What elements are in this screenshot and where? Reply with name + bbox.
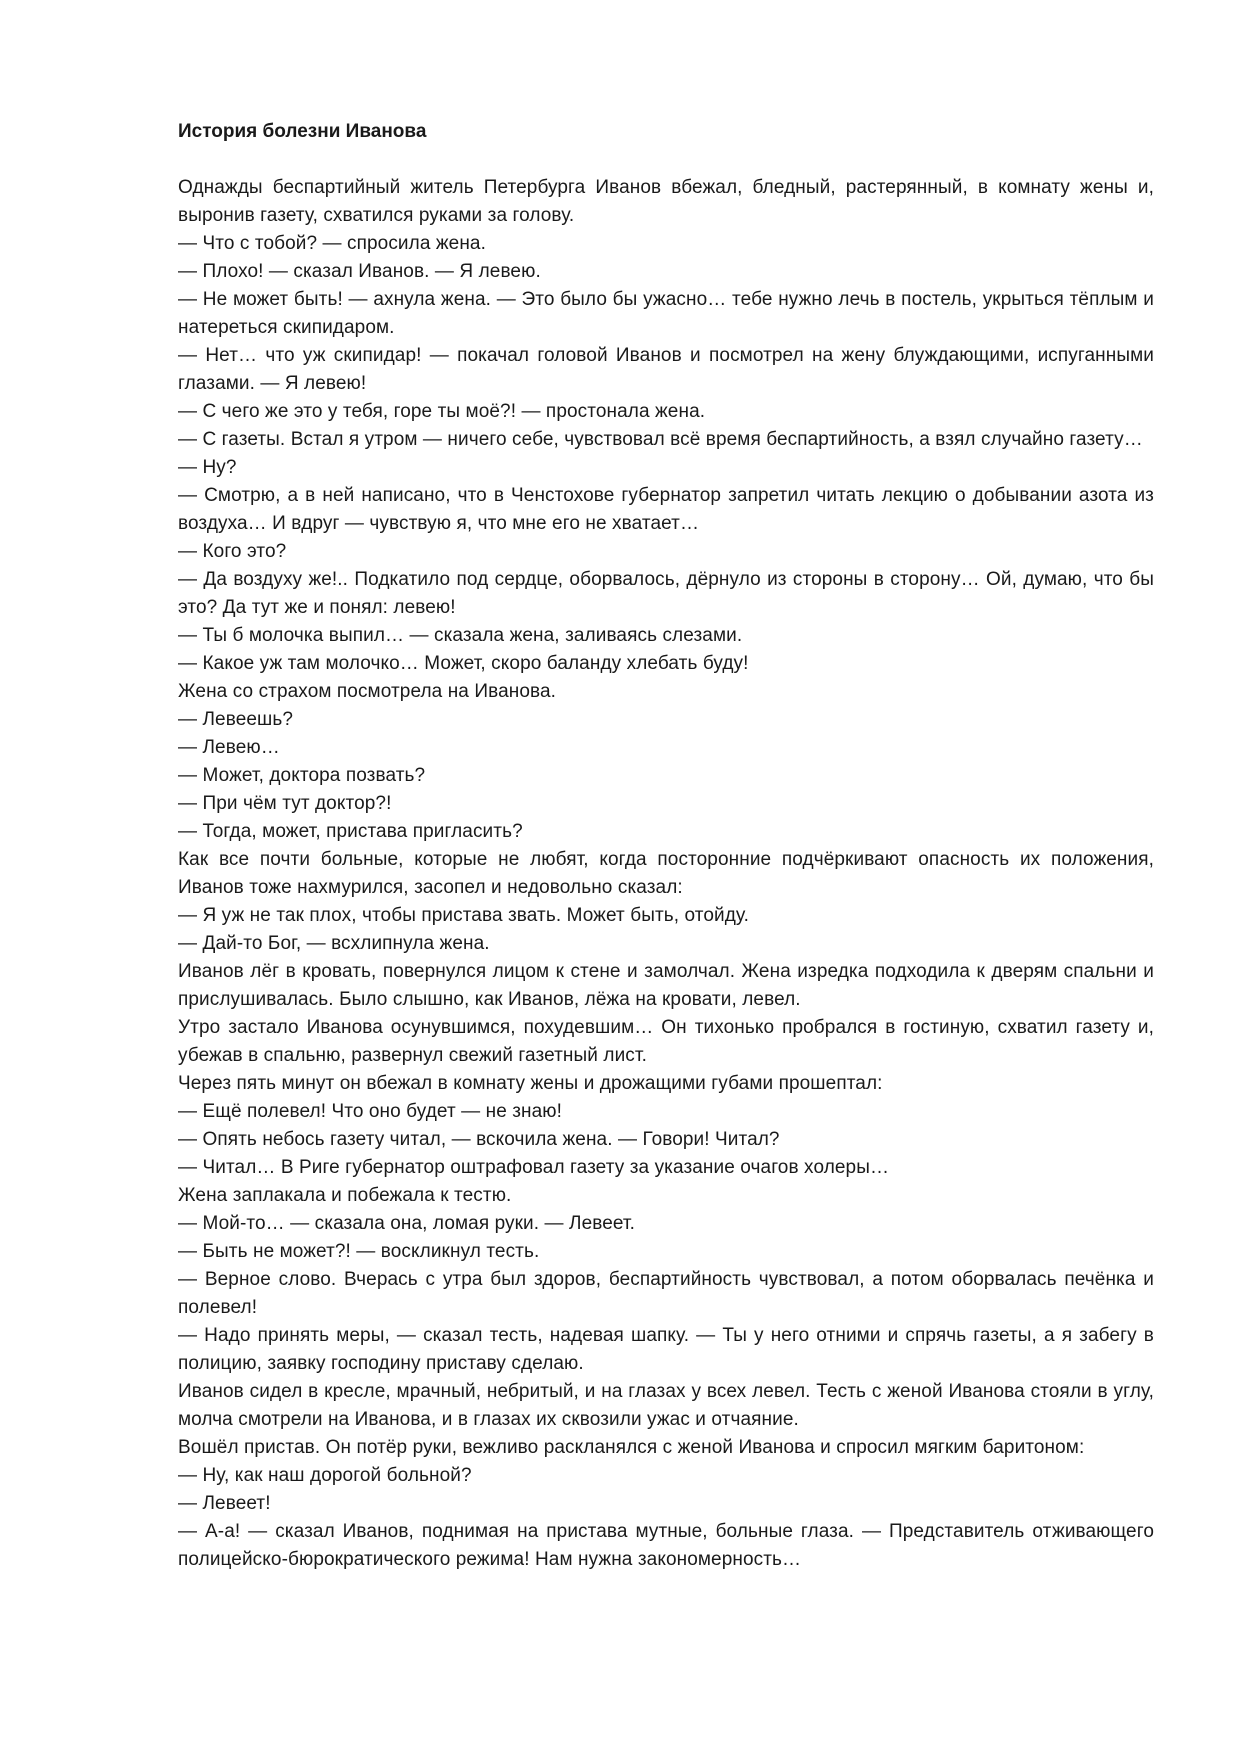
paragraph: — С чего же это у тебя, горе ты моё?! — простонала жена. bbox=[178, 401, 706, 422]
paragraph: Как все почти больные, которые не любят, когда посторонние подчёркивают опасность их положения, Иванов тоже нахмурился, засопел и недовольно сказал: bbox=[178, 849, 1154, 898]
paragraph: Иванов лёг в кровать, повернулся лицом к стене и замолчал. Жена изредка подходила к дверям спальни и прислушивалась. Было слышно, как Иванов, лёжа на кровати, левел. bbox=[178, 961, 1154, 1010]
paragraph: — А-а! — сказал Иванов, поднимая на пристава мутные, больные глаза. — Представитель отживающего полицейско-бюрократического режима! Нам нужна закономерность… bbox=[178, 1521, 1154, 1570]
paragraph: — С газеты. Встал я утром — ничего себе, чувствовал всё время беспартийность, а взял случайно газету… bbox=[178, 429, 1143, 450]
paragraph: — Надо принять меры, — сказал тесть, надевая шапку. — Ты у него отними и спрячь газеты, а я забегу в полицию, заявку господину приставу сделаю. bbox=[178, 1325, 1154, 1374]
paragraph: — Ты б молочка выпил… — сказала жена, заливаясь слезами. bbox=[178, 625, 743, 646]
paragraph: — Дай-то Бог, — всхлипнула жена. bbox=[178, 933, 490, 954]
paragraph: Через пять минут он вбежал в комнату жены и дрожащими губами прошептал: bbox=[178, 1073, 883, 1094]
paragraph: — Левеешь? bbox=[178, 709, 294, 730]
paragraph: Иванов сидел в кресле, мрачный, небритый, и на глазах у всех левел. Тесть с женой Иванова стояли в углу, молча смотрели на Иванова, и в глазах их сквозили ужас и отчаяние. bbox=[178, 1381, 1154, 1430]
paragraph: Однажды беспартийный житель Петербурга Иванов вбежал, бледный, растерянный, в комнату жены и, выронив газету, схватился руками за голову. bbox=[178, 177, 1154, 226]
paragraph: — Быть не может?! — воскликнул тесть. bbox=[178, 1241, 540, 1262]
paragraph: Жена со страхом посмотрела на Иванова. bbox=[178, 681, 557, 702]
document-body bbox=[178, 118, 1154, 1574]
paragraph: — Да воздуху же!.. Подкатило под сердце, оборвалось, дёрнуло из стороны в сторону… Ой, думаю, что бы это? Да тут же и понял: левею! bbox=[178, 569, 1154, 618]
paragraph: — Читал… В Риге губернатор оштрафовал газету за указание очагов холеры… bbox=[178, 1157, 890, 1178]
paragraph: — Левеет! bbox=[178, 1493, 271, 1514]
paragraph: — Какое уж там молочко… Может, скоро баланду хлебать буду! bbox=[178, 653, 749, 674]
paragraph: — Я уж не так плох, чтобы пристава звать. Может быть, отойду. bbox=[178, 905, 749, 926]
paragraph: — Тогда, может, пристава пригласить? bbox=[178, 821, 523, 842]
paragraph: — Не может быть! — ахнула жена. — Это было бы ужасно… тебе нужно лечь в постель, укрыться тёплым и натереться скипидаром. bbox=[178, 289, 1154, 338]
paragraph: — Мой-то… — сказала она, ломая руки. — Левеет. bbox=[178, 1213, 635, 1234]
paragraph: Жена заплакала и побежала к тестю. bbox=[178, 1185, 512, 1206]
paragraph: — Ну, как наш дорогой больной? bbox=[178, 1465, 472, 1486]
paragraph: — Плохо! — сказал Иванов. — Я левею. bbox=[178, 261, 541, 282]
paragraph: — Опять небось газету читал, — вскочила жена. — Говори! Читал? bbox=[178, 1129, 780, 1150]
paragraph: — При чём тут доктор?! bbox=[178, 793, 392, 814]
paragraph: — Кого это? bbox=[178, 541, 287, 562]
paragraph: Утро застало Иванова осунувшимся, похудевшим… Он тихонько пробрался в гостиную, схватил газету и, убежав в спальню, развернул свежий газетный лист. bbox=[178, 1017, 1154, 1066]
document-title: История болезни Иванова bbox=[178, 121, 427, 142]
paragraph: — Ну? bbox=[178, 457, 237, 478]
paragraph: — Ещё полевел! Что оно будет — не знаю! bbox=[178, 1101, 563, 1122]
paragraph-list bbox=[178, 174, 1154, 1574]
paragraph: — Левею… bbox=[178, 737, 280, 758]
paragraph: — Что с тобой? — спросила жена. bbox=[178, 233, 486, 254]
paragraph: — Нет… что уж скипидар! — покачал головой Иванов и посмотрел на жену блуждающими, испуганными глазами. — Я левею! bbox=[178, 345, 1154, 394]
paragraph: — Может, доктора позвать? bbox=[178, 765, 426, 786]
paragraph: Вошёл пристав. Он потёр руки, вежливо раскланялся с женой Иванова и спросил мягким баритоном: bbox=[178, 1437, 1085, 1458]
paragraph: — Верное слово. Вчерась с утра был здоров, беспартийность чувствовал, а потом оборвалась печёнка и полевел! bbox=[178, 1269, 1154, 1318]
paragraph: — Смотрю, а в ней написано, что в Ченстохове губернатор запретил читать лекцию о добывании азота из воздуха… И вдруг — чувствую я, что мне его не хватает… bbox=[178, 485, 1154, 534]
